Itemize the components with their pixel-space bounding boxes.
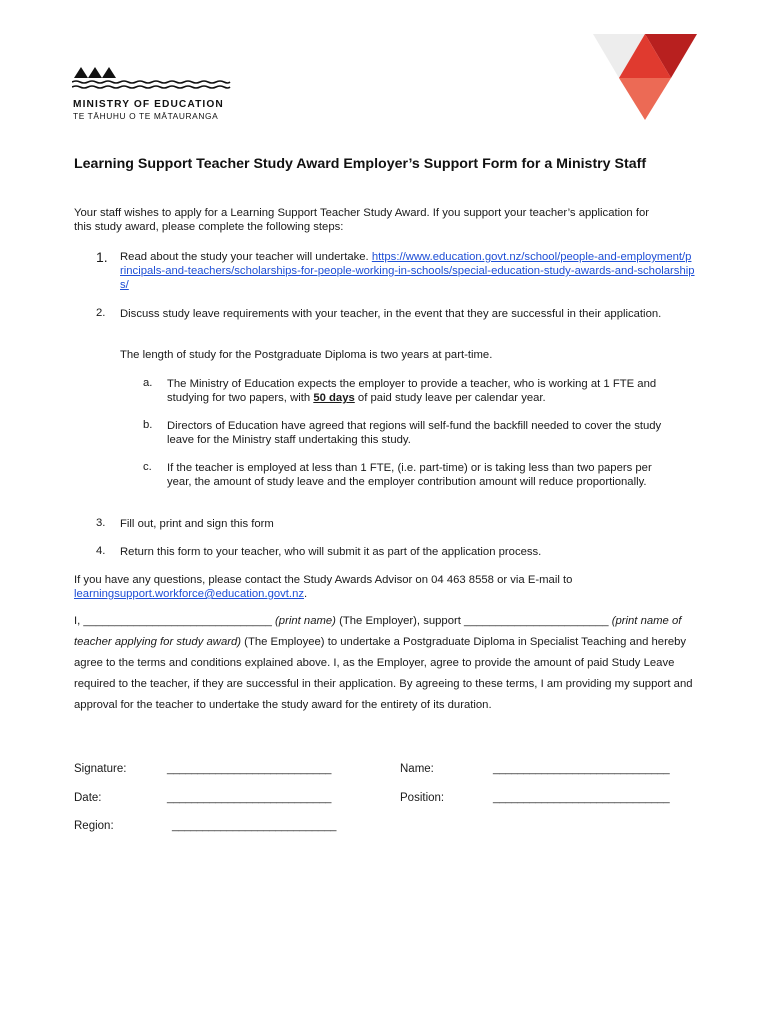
name-label: Name:: [400, 763, 434, 775]
step-4-number: 4.: [96, 545, 106, 557]
step-1-number: 1.: [96, 249, 108, 265]
step-3-text: Fill out, print and sign this form: [120, 518, 274, 530]
brand-triangle-graphic: [590, 30, 700, 122]
sub-c-label: c.: [143, 461, 152, 473]
date-label: Date:: [74, 792, 102, 804]
name-field[interactable]: _____________________________: [493, 763, 670, 775]
sub-a-text: The Ministry of Education expects the employer to provide a teacher, who is working at 1 FTE and studying for two papers, with 50 days of paid study leave per calendar year.: [167, 378, 657, 404]
sub-b-label: b.: [143, 419, 153, 431]
employer-name-blank[interactable]: I, ______________________________: [74, 615, 276, 627]
step-3-number: 3.: [96, 517, 106, 529]
contact-text: If you have any questions, please contact the Study Awards Advisor on 04 463 8558 or via E-mail to learningsupport.workforce@education.govt.nz.: [74, 574, 573, 600]
sub-c-text: If the teacher is employed at less than 1 FTE, (i.e. part-time) or is taking less than two papers per year, the amount of study leave and the employer contribution amount will reduce proportionally.: [167, 462, 652, 488]
ministry-logo: [72, 64, 242, 124]
page-title: Learning Support Teacher Study Award Employer’s Support Form for a Ministry Staff: [74, 156, 647, 172]
step-4-text: Return this form to your teacher, who will submit it as part of the application process.: [120, 546, 542, 558]
position-field[interactable]: _____________________________: [493, 792, 670, 804]
step-2-text: Discuss study leave requirements with your teacher, in the event that they are successful in their application.: [120, 308, 662, 320]
education-website-link[interactable]: https://www.education.govt.nz/school/people-and-employment/principals-and-teachers/scholarships-for-people-working-in-schools/special-education-study-awards-and-scholarships/: [120, 251, 695, 291]
study-length-note: The length of study for the Postgraduate Diploma is two years at part-time.: [120, 349, 493, 361]
region-label: Region:: [74, 820, 114, 832]
support-email-link[interactable]: learningsupport.workforce@education.govt.nz: [74, 588, 305, 600]
logo-mountains-icon: [72, 64, 232, 94]
position-label: Position:: [400, 792, 445, 804]
intro-text: Your staff wishes to apply for a Learning Support Teacher Study Award. If you support your teacher’s application for this study award, please complete the following steps:: [74, 207, 650, 233]
region-field[interactable]: ___________________________: [172, 820, 337, 832]
sub-a-label: a.: [143, 377, 153, 389]
teacher-name-blank[interactable]: (The Employer), support _______________________: [335, 615, 609, 627]
date-field[interactable]: ___________________________: [167, 792, 332, 804]
signature-field[interactable]: ___________________________: [167, 763, 332, 775]
step-1-text: Read about the study your teacher will undertake. https://www.education.govt.nz/school/people-and-employment/principals-and-teachers/scholarships-for-people-working-in-schools/special-education-study-awards-and-scholarships/: [120, 251, 695, 291]
logo-line-2: TE TĀHUHU O TE MĀTAURANGA: [73, 111, 219, 121]
agreement-paragraph: I, ______________________________ (print name) (The Employer), support _______________________ (print name of teacher applying for study award) (The Employee) to undertake a Postgraduate Diploma in Specialist Teaching and hereby agree to the terms and conditions explained above. I, as the Employer, agree to provide the amount of paid Study Leave required to the teacher, if they are successful in their application. By agreeing to these terms, I am providing my support and approval for the teacher to undertake the study award for the entirety of its duration.: [74, 615, 693, 711]
sub-b-text: Directors of Education have agreed that regions will self-fund the backfill needed to cover the study leave for the Ministry staff undertaking this study.: [167, 420, 662, 446]
logo-line-1: MINISTRY OF EDUCATION: [73, 99, 224, 110]
fifty-days: 50 days: [313, 392, 355, 404]
step-2-number: 2.: [96, 307, 106, 319]
signature-label: Signature:: [74, 763, 127, 775]
